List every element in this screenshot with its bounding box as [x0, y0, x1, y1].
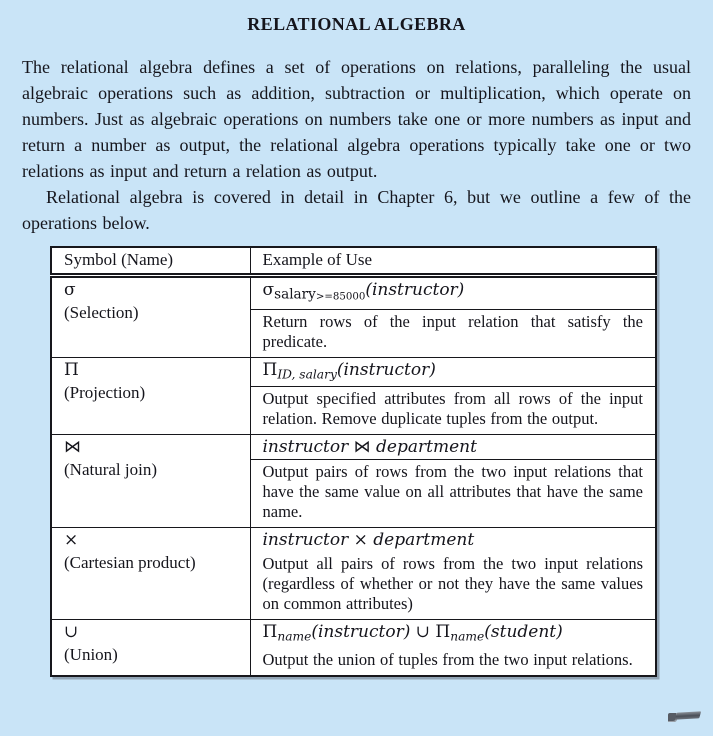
example-formula [251, 620, 656, 648]
relational-algebra-table [50, 246, 657, 677]
table-row [51, 435, 656, 528]
second-paragraph: Relational algebra is covered in detail in Chapter 6, but we outline a few of the operations below. [22, 187, 691, 233]
formula-segment: (student) [484, 622, 563, 642]
example-description: Output pairs of rows from the two input relations that have the same value on all attributes that have the same name. [262, 462, 643, 521]
formula-segment: salary [274, 286, 316, 303]
intro-paragraph: The relational algebra defines a set of operations on relations, paralleling the usual algebraic operations such as addition, subtraction or multiplication, which operate on numbers. Just as algebraic operations on numbers take one or more numbers as input and return a number as output, the relational algebra operations typically take one or two relations as input and return a relation as output. [22, 57, 691, 181]
operator-symbol: Π [64, 359, 79, 380]
table-row [51, 276, 656, 358]
table-row [51, 357, 656, 434]
page-title: RELATIONAL ALGEBRA [247, 14, 466, 34]
symbol-cell [51, 276, 250, 358]
smudge-artifact [668, 711, 704, 723]
formula-segment: department [373, 530, 475, 550]
column-header-symbol: Symbol (Name) [51, 247, 250, 276]
example-cell [250, 528, 656, 620]
example-cell [250, 435, 656, 528]
formula-segment: ∪ [410, 622, 436, 642]
example-description: Return rows of the input relation that satisfy the predicate. [262, 311, 643, 351]
formula-segment: ID, salary [277, 367, 337, 381]
column-header-example: Example of Use [250, 247, 656, 276]
formula-segment: >=85000 [315, 291, 366, 303]
example-formula [251, 358, 656, 387]
table-row [51, 528, 656, 620]
table-header-row [51, 247, 656, 276]
example-description: Output the union of tuples from the two input relations. [262, 650, 633, 670]
operator-name: (Natural join) [64, 460, 157, 479]
operator-name: (Union) [64, 645, 118, 664]
example-description: Output specified attributes from all rows of the input relation. Remove duplicate tuples from the output. [262, 389, 643, 428]
table-row [51, 620, 656, 677]
example-formula [251, 528, 656, 552]
example-formula [251, 435, 656, 460]
formula-segment: department [376, 437, 477, 457]
table-body [51, 276, 656, 677]
formula-segment: (instructor) [336, 359, 436, 380]
formula-segment: (instructor) [311, 622, 411, 642]
smudge-bar-icon [675, 711, 701, 719]
formula-segment: σ [262, 280, 275, 300]
formula-segment: instructor [262, 437, 349, 457]
formula-segment: name [450, 629, 485, 644]
example-cell [250, 357, 656, 434]
symbol-cell [51, 620, 250, 677]
operator-symbol: σ [64, 280, 76, 300]
formula-segment: name [277, 629, 312, 644]
formula-segment: (instructor) [365, 280, 465, 300]
formula-segment: ⋈ [348, 437, 377, 457]
symbol-cell [51, 528, 250, 620]
example-description: Output all pairs of rows from the two input relations (regardless of whether or not they have the same values on common attributes) [262, 554, 643, 613]
operator-name: (Cartesian product) [64, 553, 196, 572]
operator-symbol: × [64, 530, 79, 550]
formula-segment: instructor [262, 530, 349, 550]
formula-segment: Π [262, 622, 278, 642]
operator-name: (Selection) [64, 303, 139, 322]
formula-segment: Π [435, 622, 451, 642]
symbol-cell [51, 357, 250, 434]
example-cell [250, 276, 656, 358]
example-cell [250, 620, 656, 677]
operator-symbol: ⋈ [64, 437, 81, 457]
formula-segment: × [348, 530, 374, 550]
operator-symbol: ∪ [64, 622, 79, 642]
example-formula [251, 278, 656, 310]
symbol-cell [51, 435, 250, 528]
operator-name: (Projection) [64, 382, 146, 402]
formula-segment: Π [262, 359, 278, 380]
